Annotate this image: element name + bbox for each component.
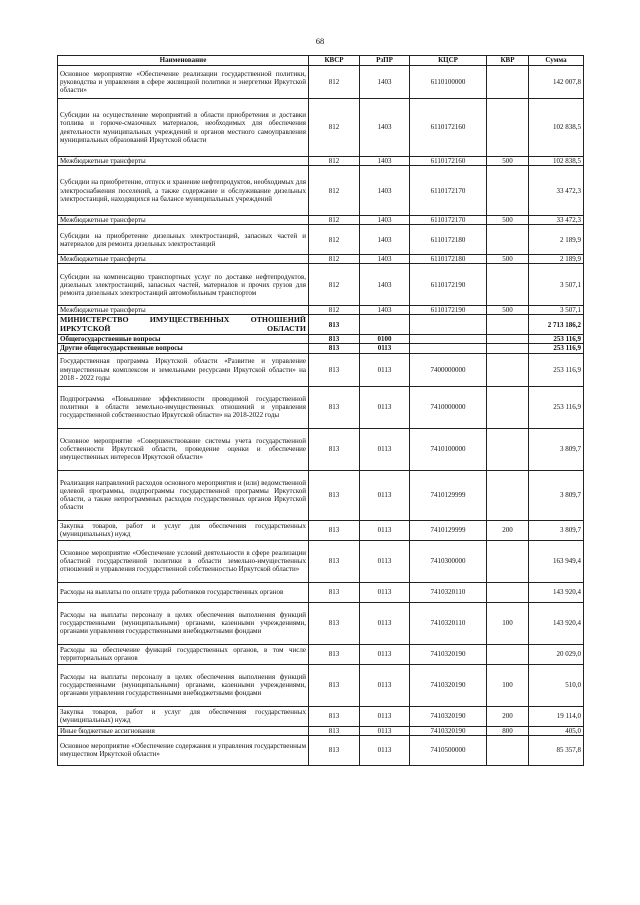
- row-kvr-cell: [487, 353, 529, 386]
- row-kvr-cell: 200: [487, 706, 529, 726]
- table-row: [58, 428, 584, 470]
- row-kvr-cell: 500: [487, 216, 529, 225]
- row-rzpr-cell: 0113: [360, 644, 410, 664]
- row-kcsr-cell: 6110172180: [410, 255, 487, 264]
- row-name-cell: Закупка товаров, работ и услуг для обеспечения государственных (муниципальных) нужд: [58, 706, 309, 726]
- header-kvr: КВР: [487, 56, 529, 66]
- row-kcsr-cell: 7410320190: [410, 644, 487, 664]
- row-sum-cell: 102 838,5: [529, 99, 584, 157]
- row-rzpr-cell: 1403: [360, 216, 410, 225]
- table-row: [58, 735, 584, 765]
- row-kcsr-cell: 7410320110: [410, 582, 487, 602]
- row-rzpr-cell: 0113: [360, 602, 410, 644]
- row-sum-cell: 19 114,0: [529, 706, 584, 726]
- header-sum: Сумма: [529, 56, 584, 66]
- table-row: [58, 582, 584, 602]
- header-row: [58, 56, 584, 66]
- row-kvr-cell: [487, 540, 529, 582]
- row-kvsr-cell: 812: [309, 306, 360, 315]
- row-kcsr-cell: 7410320110: [410, 602, 487, 644]
- row-name-cell: МИНИСТЕРСТВО ИМУЩЕСТВЕННЫХ ОТНОШЕНИЙ ИРКУТСКОЙ ОБЛАСТИ: [58, 315, 309, 335]
- row-sum-cell: 3 809,7: [529, 520, 584, 540]
- row-kvsr-cell: 813: [309, 664, 360, 706]
- row-kcsr-cell: 7400000000: [410, 353, 487, 386]
- row-kcsr-cell: 6110172170: [410, 166, 487, 216]
- row-kvsr-cell: 813: [309, 735, 360, 765]
- row-kvsr-cell: 813: [309, 582, 360, 602]
- row-kvr-cell: [487, 99, 529, 157]
- row-name-cell: Основное мероприятие «Совершенствование системы учета государственной собственности Иркутской области, проведение оценки и обеспечение имущественных интересов Иркутской области»: [58, 428, 309, 470]
- table-row: [58, 353, 584, 386]
- row-rzpr-cell: 0113: [360, 386, 410, 428]
- row-kcsr-cell: 6110172190: [410, 306, 487, 315]
- row-name-cell: Расходы на выплаты по оплате труда работников государственных органов: [58, 582, 309, 602]
- row-name-cell: Межбюджетные трансферты: [58, 157, 309, 166]
- table-row: [58, 166, 584, 216]
- table-row: [58, 540, 584, 582]
- row-kvsr-cell: 813: [309, 726, 360, 735]
- row-kcsr-cell: 6110172190: [410, 264, 487, 306]
- row-kvr-cell: [487, 335, 529, 344]
- row-rzpr-cell: 0113: [360, 428, 410, 470]
- row-rzpr-cell: 1403: [360, 99, 410, 157]
- table-row: [58, 225, 584, 255]
- row-rzpr-cell: 0113: [360, 664, 410, 706]
- row-sum-cell: 143 920,4: [529, 582, 584, 602]
- row-kvsr-cell: 813: [309, 353, 360, 386]
- row-kvsr-cell: 813: [309, 335, 360, 344]
- table-row: [58, 264, 584, 306]
- row-kcsr-cell: 7410100000: [410, 428, 487, 470]
- table-body: [58, 66, 584, 766]
- table-row: [58, 706, 584, 726]
- row-kcsr-cell: [410, 344, 487, 353]
- row-name-cell: Межбюджетные трансферты: [58, 255, 309, 264]
- row-name-cell: Расходы на выплаты персоналу в целях обеспечения выполнения функций государственными (муниципальными) органами, казенными учреждениями, органами управления государственными внебюджетными фондами: [58, 664, 309, 706]
- table-row: [58, 66, 584, 99]
- row-kvr-cell: [487, 735, 529, 765]
- row-sum-cell: 2 189,9: [529, 225, 584, 255]
- table-row: [58, 664, 584, 706]
- row-kvr-cell: [487, 66, 529, 99]
- table-row: [58, 386, 584, 428]
- table-row: [58, 602, 584, 644]
- row-kvr-cell: 500: [487, 306, 529, 315]
- row-kvr-cell: [487, 315, 529, 335]
- row-sum-cell: 142 007,8: [529, 66, 584, 99]
- table-row: [58, 335, 584, 344]
- header-kcsr: КЦСР: [410, 56, 487, 66]
- row-kcsr-cell: 6110172170: [410, 216, 487, 225]
- row-sum-cell: 253 116,9: [529, 386, 584, 428]
- table-row: [58, 99, 584, 157]
- row-kvr-cell: [487, 166, 529, 216]
- table-row: [58, 315, 584, 335]
- row-name-cell: Подпрограмма «Повышение эффективности проводимой государственной политики в области земельно-имущественных отношений и управления государственной собственностью Иркутской области» на 2018-2022 годы: [58, 386, 309, 428]
- row-name-cell: Расходы на выплаты персоналу в целях обеспечения выполнения функций государственными (муниципальными) органами, казенными учреждениями, органами управления государственными внебюджетными фондами: [58, 602, 309, 644]
- row-sum-cell: 253 116,9: [529, 344, 584, 353]
- row-sum-cell: 3 507,1: [529, 264, 584, 306]
- row-name-cell: Межбюджетные трансферты: [58, 216, 309, 225]
- row-kcsr-cell: 7410500000: [410, 735, 487, 765]
- row-rzpr-cell: 1403: [360, 255, 410, 264]
- row-rzpr-cell: 0113: [360, 540, 410, 582]
- row-name-cell: Субсидии на осуществление мероприятий в области приобретения и доставки топлива и горюче-смазочных материалов, необходимых для обеспечения деятельности муниципальных учреждений и органов местного самоуправления муниципальных образований Иркутской области: [58, 99, 309, 157]
- row-name-cell: Другие общегосударственные вопросы: [58, 344, 309, 353]
- row-rzpr-cell: 0113: [360, 353, 410, 386]
- table-row: [58, 216, 584, 225]
- row-name-cell: Субсидии на приобретение, отпуск и хранение нефтепродуктов, необходимых для электроснабжения поселений, а также содержание и обслуживание дизельных электростанций, находящихся на балансе муниципальных учреждений: [58, 166, 309, 216]
- row-rzpr-cell: 0113: [360, 470, 410, 520]
- row-name-cell: Межбюджетные трансферты: [58, 306, 309, 315]
- row-kvsr-cell: 813: [309, 470, 360, 520]
- header-name: Наименование: [58, 56, 309, 66]
- row-kvsr-cell: 813: [309, 428, 360, 470]
- row-sum-cell: 33 472,3: [529, 216, 584, 225]
- row-kcsr-cell: [410, 335, 487, 344]
- row-sum-cell: 20 029,0: [529, 644, 584, 664]
- table-row: [58, 470, 584, 520]
- row-name-cell: Основное мероприятие «Обеспечение реализации государственной политики, руководства и управления в сфере жилищной политики и энергетики Иркутской области»: [58, 66, 309, 99]
- row-name-cell: Общегосударственные вопросы: [58, 335, 309, 344]
- row-rzpr-cell: 1403: [360, 306, 410, 315]
- row-kcsr-cell: 6110172160: [410, 99, 487, 157]
- row-kvsr-cell: 813: [309, 540, 360, 582]
- row-sum-cell: 102 838,5: [529, 157, 584, 166]
- row-kvsr-cell: 813: [309, 644, 360, 664]
- row-sum-cell: 510,0: [529, 664, 584, 706]
- row-kcsr-cell: 7410320190: [410, 726, 487, 735]
- row-rzpr-cell: 0100: [360, 335, 410, 344]
- header-rzpr: РзПР: [360, 56, 410, 66]
- row-kvr-cell: 500: [487, 255, 529, 264]
- row-kvsr-cell: 813: [309, 386, 360, 428]
- row-sum-cell: 163 949,4: [529, 540, 584, 582]
- row-kvsr-cell: 812: [309, 66, 360, 99]
- row-name-cell: Основное мероприятие «Обеспечение содержания и управления государственным имуществом Иркутской области»: [58, 735, 309, 765]
- row-kvr-cell: [487, 264, 529, 306]
- row-name-cell: Закупка товаров, работ и услуг для обеспечения государственных (муниципальных) нужд: [58, 520, 309, 540]
- row-kvsr-cell: 812: [309, 255, 360, 264]
- row-rzpr-cell: 0113: [360, 726, 410, 735]
- row-sum-cell: 85 357,8: [529, 735, 584, 765]
- row-kvsr-cell: 813: [309, 520, 360, 540]
- row-sum-cell: 2 713 186,2: [529, 315, 584, 335]
- row-kvsr-cell: 812: [309, 264, 360, 306]
- table-row: [58, 520, 584, 540]
- row-name-cell: Субсидии на компенсацию транспортных услуг по доставке нефтепродуктов, дизельных электростанций, запасных частей, материалов и прочих грузов для ремонта дизельных электростанций автомобильным транспортом: [58, 264, 309, 306]
- row-sum-cell: 3 809,7: [529, 428, 584, 470]
- table-row: [58, 157, 584, 166]
- row-sum-cell: 253 116,9: [529, 353, 584, 386]
- row-kvsr-cell: 813: [309, 706, 360, 726]
- row-kvr-cell: [487, 386, 529, 428]
- row-kvsr-cell: 812: [309, 157, 360, 166]
- row-sum-cell: 33 472,3: [529, 166, 584, 216]
- row-kcsr-cell: 6110172160: [410, 157, 487, 166]
- page-number: 68: [315, 36, 325, 46]
- table-row: [58, 306, 584, 315]
- header-kvsr: КВСР: [309, 56, 360, 66]
- row-kvr-cell: 500: [487, 157, 529, 166]
- row-rzpr-cell: 1403: [360, 157, 410, 166]
- row-sum-cell: 2 189,9: [529, 255, 584, 264]
- row-kvsr-cell: 812: [309, 225, 360, 255]
- table-row: [58, 255, 584, 264]
- row-kvr-cell: 100: [487, 602, 529, 644]
- row-kvr-cell: 100: [487, 664, 529, 706]
- table-header: [58, 56, 584, 66]
- row-kcsr-cell: 7410320190: [410, 706, 487, 726]
- row-kvr-cell: 800: [487, 726, 529, 735]
- row-kvsr-cell: 812: [309, 216, 360, 225]
- row-rzpr-cell: 1403: [360, 66, 410, 99]
- row-kvr-cell: [487, 470, 529, 520]
- row-kcsr-cell: 6110172180: [410, 225, 487, 255]
- row-kvsr-cell: 812: [309, 166, 360, 216]
- row-rzpr-cell: [360, 315, 410, 335]
- row-name-cell: Государственная программа Иркутской области «Развитие и управление имущественным комплексом и земельными ресурсами Иркутской области» на 2018 - 2022 годы: [58, 353, 309, 386]
- row-kvr-cell: [487, 582, 529, 602]
- row-kvsr-cell: 812: [309, 99, 360, 157]
- table-row: [58, 726, 584, 735]
- row-sum-cell: 143 920,4: [529, 602, 584, 644]
- row-rzpr-cell: 0113: [360, 520, 410, 540]
- row-rzpr-cell: 0113: [360, 582, 410, 602]
- row-rzpr-cell: 0113: [360, 344, 410, 353]
- row-kcsr-cell: 7410300000: [410, 540, 487, 582]
- row-kcsr-cell: 7410000000: [410, 386, 487, 428]
- row-kvsr-cell: 813: [309, 344, 360, 353]
- row-kvr-cell: [487, 225, 529, 255]
- table-row: [58, 344, 584, 353]
- row-sum-cell: 3 809,7: [529, 470, 584, 520]
- budget-table: [57, 55, 584, 766]
- row-kcsr-cell: [410, 315, 487, 335]
- row-sum-cell: 3 507,1: [529, 306, 584, 315]
- row-kcsr-cell: 7410129999: [410, 520, 487, 540]
- row-rzpr-cell: 0113: [360, 735, 410, 765]
- row-kvsr-cell: 813: [309, 602, 360, 644]
- row-rzpr-cell: 1403: [360, 166, 410, 216]
- row-name-cell: Основное мероприятие «Обеспечение условий деятельности в сфере реализации областной государственной политики в области земельно-имущественных отношений и управления государственной собственностью Иркутской области»: [58, 540, 309, 582]
- table-row: [58, 644, 584, 664]
- row-name-cell: Субсидии на приобретение дизельных электростанций, запасных частей и материалов для ремонта дизельных электростанций: [58, 225, 309, 255]
- row-kvr-cell: 200: [487, 520, 529, 540]
- row-kcsr-cell: 6110100000: [410, 66, 487, 99]
- row-rzpr-cell: 0113: [360, 706, 410, 726]
- row-kvr-cell: [487, 644, 529, 664]
- row-kcsr-cell: 7410320190: [410, 664, 487, 706]
- row-kvr-cell: [487, 344, 529, 353]
- row-sum-cell: 405,0: [529, 726, 584, 735]
- row-name-cell: Реализация направлений расходов основного мероприятия и (или) ведомственной целевой программы, подпрограммы государственной программы Иркутской области, а также непрограммных расходов государственных органов Иркутской области: [58, 470, 309, 520]
- row-kvr-cell: [487, 428, 529, 470]
- row-rzpr-cell: 1403: [360, 225, 410, 255]
- row-kvsr-cell: 813: [309, 315, 360, 335]
- row-name-cell: Расходы на обеспечение функций государственных органов, в том числе территориальных органов: [58, 644, 309, 664]
- row-name-cell: Иные бюджетные ассигнования: [58, 726, 309, 735]
- row-kcsr-cell: 7410129999: [410, 470, 487, 520]
- row-rzpr-cell: 1403: [360, 264, 410, 306]
- row-sum-cell: 253 116,9: [529, 335, 584, 344]
